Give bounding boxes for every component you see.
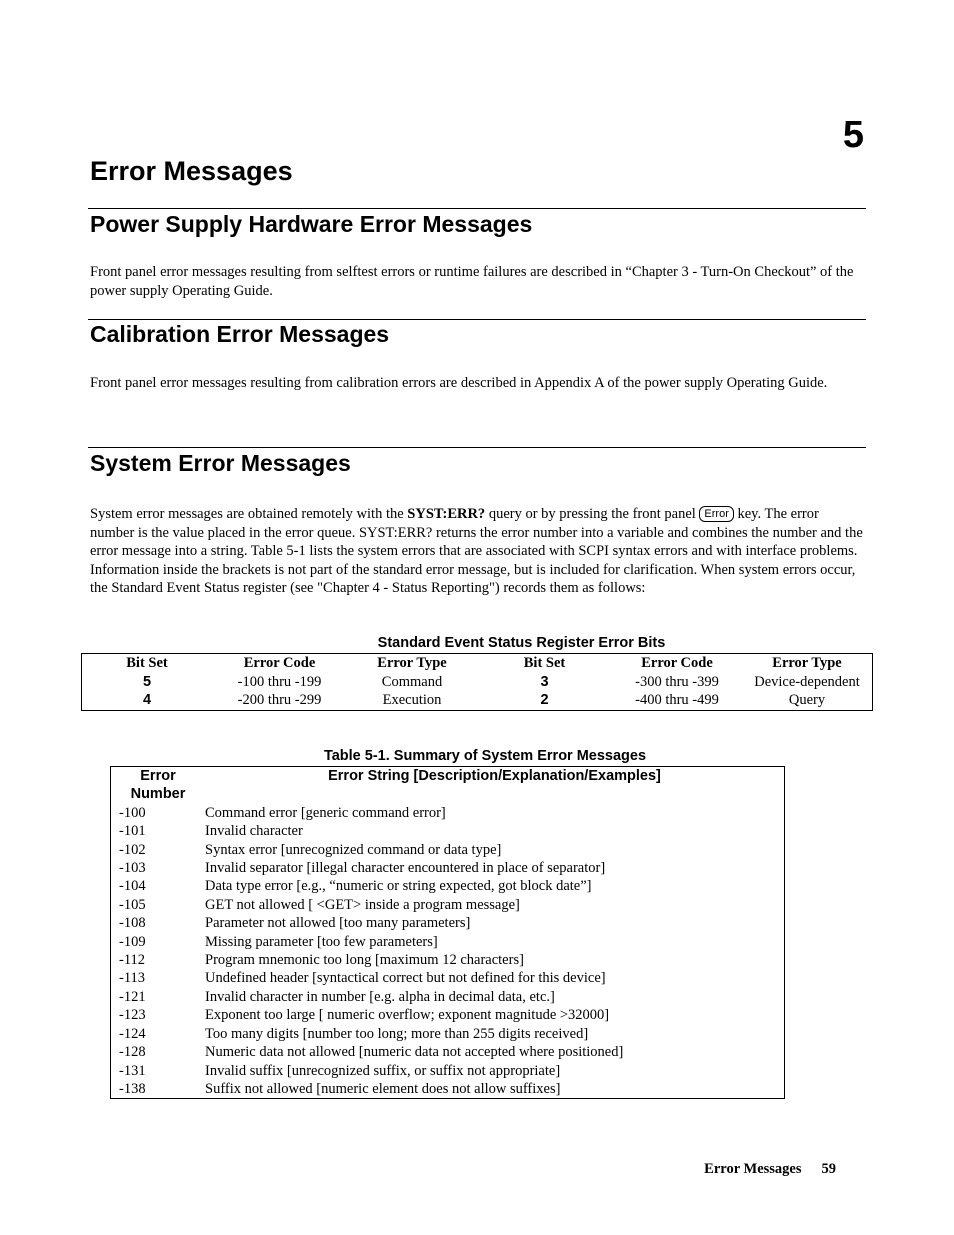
table-row [111, 1043, 785, 1061]
system-text-end: key. The error number is the value placed in the error queue. SYST:ERR? returns the error number into a variable and combines the number and the error message into a string. Table 5-1 lists the system errors that are associated with SCPI syntax errors and with interface problems. Information inside the brackets is not part of the standard error message, but is included for clarification. When system errors occur, the Standard Event Status register (see "Chapter 4 - Status Reporting") records them as follows: [90, 506, 863, 596]
seb-code-cell: -200 thru -299 [237, 692, 322, 708]
error-string-cell: Exponent too large [ numeric overflow; exponent magnitude >32000] [205, 1007, 610, 1024]
seb-type-cell: Execution [382, 692, 442, 708]
error-string-cell: GET not allowed [ <GET> inside a program message] [205, 896, 520, 913]
error-number-cell: -100 [119, 804, 146, 821]
error-number-cell: -124 [119, 1025, 146, 1042]
section-divider [88, 319, 866, 320]
error-string-cell: Invalid separator [illegal character encountered in place of separator] [205, 860, 606, 877]
seb-bit-cell: 3 [540, 673, 549, 690]
table-row [111, 822, 785, 840]
seb-table [81, 653, 873, 711]
page-number: 59 [821, 1161, 836, 1177]
error-string-header: Error String [Description/Explanation/Examples] [328, 768, 661, 784]
error-string-cell: Parameter not allowed [too many parameters] [205, 915, 471, 932]
error-number-cell: -138 [119, 1080, 146, 1097]
error-number-cell: -102 [119, 841, 146, 858]
table-row [111, 969, 785, 987]
table-row [111, 951, 785, 969]
table-row [111, 877, 785, 895]
seb-header-row [82, 654, 873, 673]
table-row [111, 1080, 785, 1099]
seb-type-cell: Query [788, 692, 826, 708]
page-footer [704, 1161, 836, 1178]
seb-type-cell: Device-dependent [754, 673, 860, 690]
section-divider [88, 447, 866, 448]
hardware-paragraph: Front panel error messages resulting from selftest errors or runtime failures are described in “Chapter 3 - Turn-On Checkout” of the power supply Operating Guide. [90, 264, 854, 299]
table-row [111, 1062, 785, 1080]
table-row [111, 896, 785, 914]
error-number-header-line2: Number [130, 786, 186, 803]
calibration-paragraph: Front panel error messages resulting from calibration errors are described in Appendix A of the power supply Operating Guide. [90, 375, 828, 391]
error-table-caption: Table 5-1. Summary of System Error Messages [323, 748, 647, 764]
error-number-cell: -121 [119, 988, 146, 1005]
table-row [111, 841, 785, 859]
system-paragraph [90, 505, 865, 598]
table-row [82, 691, 873, 710]
error-number-cell: -108 [119, 915, 146, 932]
error-table-header-row [111, 767, 785, 804]
error-number-cell: -112 [119, 952, 146, 969]
seb-header-cell: Bit Set [126, 655, 168, 671]
error-string-cell: Invalid character in number [e.g. alpha in decimal data, etc.] [205, 988, 555, 1005]
seb-header-cell: Error Type [377, 655, 447, 671]
seb-bit-cell: 2 [540, 692, 549, 708]
error-string-cell: Too many digits [number too long; more than 255 digits received] [205, 1025, 589, 1042]
seb-type-cell: Command [381, 673, 443, 690]
error-string-cell: Numeric data not allowed [numeric data not accepted where positioned] [205, 1044, 624, 1061]
system-text-mid: query or by pressing the front panel [485, 506, 700, 522]
error-number-cell: -131 [119, 1062, 146, 1079]
error-string-cell: Command error [generic command error] [205, 804, 446, 821]
error-number-cell: -104 [119, 878, 146, 895]
error-string-cell: Undefined header [syntactical correct but not defined for this device] [205, 970, 606, 987]
section-divider [88, 208, 866, 209]
section-heading-calibration: Calibration Error Messages [90, 321, 390, 347]
table-row [111, 988, 785, 1006]
seb-header-cell: Error Type [772, 655, 842, 671]
error-number-cell: -101 [119, 823, 146, 840]
seb-code-cell: -400 thru -499 [635, 692, 719, 708]
seb-header-cell: Error Code [243, 655, 316, 671]
table-row [111, 1006, 785, 1024]
chapter-number: 5 [842, 114, 864, 156]
table-row [111, 804, 785, 822]
error-number-cell: -113 [119, 970, 146, 987]
table-row [82, 673, 873, 692]
syst-err-command: SYST:ERR? [407, 506, 486, 522]
error-string-cell: Program mnemonic too long [maximum 12 characters] [205, 952, 524, 969]
error-number-cell: -123 [119, 1007, 146, 1024]
error-number-cell: -128 [119, 1044, 146, 1061]
seb-bit-cell: 4 [142, 692, 152, 708]
error-string-cell: Suffix not allowed [numeric element does not allow suffixes] [205, 1080, 561, 1097]
table-row [111, 914, 785, 932]
error-key-icon: Error [699, 506, 733, 522]
error-number-header-line1: Error [140, 768, 176, 784]
error-string-cell: Data type error [e.g., “numeric or string expected, got block date”] [205, 878, 592, 895]
table-row [111, 859, 785, 877]
error-number-cell: -109 [119, 933, 146, 950]
error-number-cell: -103 [119, 860, 146, 877]
seb-bit-cell: 5 [142, 673, 152, 690]
footer-section-title: Error Messages [704, 1161, 802, 1177]
seb-header-cell: Error Code [641, 655, 713, 671]
error-table [110, 766, 785, 1099]
section-heading-hardware: Power Supply Hardware Error Messages [90, 211, 533, 237]
section-heading-system: System Error Messages [90, 450, 351, 476]
table-row [111, 933, 785, 951]
error-number-header [111, 767, 206, 804]
system-text-start: System error messages are obtained remotely with the [90, 506, 408, 522]
seb-header-cell: Bit Set [523, 655, 566, 671]
error-string-cell: Missing parameter [too few parameters] [205, 933, 438, 950]
page-title: Error Messages [90, 156, 293, 186]
seb-table-caption: Standard Event Status Register Error Bits [377, 635, 666, 651]
table-row [111, 1025, 785, 1043]
error-string-cell: Syntax error [unrecognized command or data type] [205, 841, 502, 858]
error-string-cell: Invalid suffix [unrecognized suffix, or suffix not appropriate] [205, 1062, 561, 1079]
error-number-cell: -105 [119, 896, 146, 913]
seb-code-cell: -300 thru -399 [635, 673, 719, 690]
error-string-cell: Invalid character [205, 823, 303, 840]
seb-code-cell: -100 thru -199 [237, 673, 322, 690]
